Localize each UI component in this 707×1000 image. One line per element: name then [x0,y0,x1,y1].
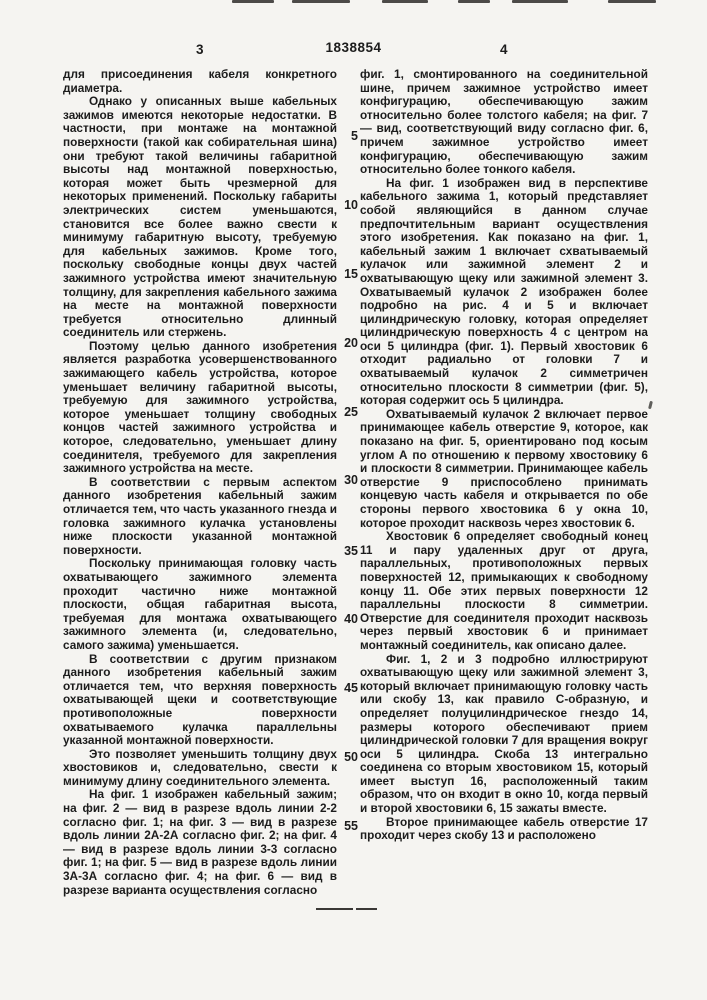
line-number: 35 [344,544,358,558]
line-number: 10 [344,198,358,212]
line-number: 50 [344,750,358,764]
line-number: 15 [344,267,358,281]
paragraph: В соответствии с другим признаком данного изобретения кабельный зажим отличается тем, что верхняя поверхность охватывающей щеки и соответствующие противоположные поверхности охватываемого кулачка параллельны указанной монтажной поверхности. [63,651,337,748]
column-number-right: 4 [500,42,509,57]
paragraph: Это позволяет уменьшить толщину двух хвостовиков и, следовательно, свести к минимуму длину соединительного элемента. [63,746,337,788]
paragraph: Поэтому целью данного изобретения является разработка усовершенствованного зажимающего кабель устройства, которое уменьшает величину габаритной высоты, требуемую для зажимного устройства, которое уменьшает толщину свободных концов частей зажимного устройства и которое, следовательно, уменьшает длину соединителя, требуемого для закрепления зажимного устройства на месте. [63,338,337,476]
line-number: 55 [344,819,358,833]
paragraph: фиг. 1, смонтированного на соединительной шине, причем зажимное устройство имеет конфигурацию, обеспечивающую зажим относительно более толстого кабеля; на фиг. 7 — вид, соответствующий виду согласно фиг. 6, причем зажимное устройство имеет конфигурацию, обеспечивающую зажим относительно более тонкого кабеля. [360,67,648,177]
patent-number: 1838854 [325,40,382,55]
line-number: 30 [344,473,358,487]
column-number-left: 3 [196,42,205,57]
line-number: 25 [344,405,358,419]
continuation-underline-right-column [356,908,377,910]
scan-artifact-top-edge [458,0,490,3]
paragraph: Поскольку принимающая головку часть охватывающего зажимного элемента проходит частично ниже монтажной плоскости, общая габаритная высота, требуемая для монтажа охватывающего зажимного элемента (и, следовательно, самого зажима) уменьшается. [63,556,337,652]
continuation-underline-left-column [316,908,353,910]
line-number: 40 [344,612,358,626]
paragraph: Охватываемый кулачок 2 включает первое принимающее кабель отверстие 9, которое, как показано на фиг. 5, ориентировано под косым углом А по отношению к первому хвостовику 6 и плоскости 8 симметрии. Принимающее кабель отверстие 9 приспособлено принимать концевую часть кабеля и открывается по обе стороны первого хвостовика 6 у окна 10, которое проходит насквозь через хвостовик 6. [360,406,648,530]
paragraph: Второе принимающее кабель отверстие 17 проходит через скобу 13 и расположено [360,814,648,843]
line-number: 45 [344,681,358,695]
line-number: 20 [344,336,358,350]
left-text-column [63,68,337,897]
ink-speck [648,401,653,409]
paragraph: Фиг. 1, 2 и 3 подробно иллюстрируют охватывающую щеку или зажимной элемент 3, который включает принимающую головку часть или скобу 13, как правило С-образную, и определяет полуцилиндрическое гнездо 14, размеры которого обеспечивают прием цилиндрической головки 7 для вращения вокруг оси 5 цилиндра. Скоба 13 интегрально соединена со вторым хвостовиком 15, который имеет выступ 16, расположенный таким образом, что он входит в окно 10, когда первый и второй хвостовики 6, 15 зажаты вместе. [360,651,648,816]
paragraph: Однако у описанных выше кабельных зажимов имеются некоторые недостатки. В частности, при монтаже на монтажной поверхности (такой как собирательная шина) они требуют такой величины габаритной высоты над монтажной поверхностью, которая может быть чрезмерной для некоторых применений. Поскольку габариты электрических систем уменьшаются, становится все более важно свести к минимуму габаритную высоту, требуемую для кабельных зажимов. Кроме того, поскольку свободные концы двух частей зажимного устройства имеют значительную толщину, для закрепления кабельного зажима на месте на монтажной поверхности требуется относительно длинный соединитель или стержень. [63,94,337,340]
right-text-column [360,68,648,843]
paragraph: В соответствии с первым аспектом данного изобретения кабельный зажим отличается тем, что часть указанного гнезда и головка зажимного кулачка установлены ниже плоскости указанной монтажной поверхности. [63,474,337,557]
line-number: 5 [351,129,358,143]
paragraph: На фиг. 1 изображен кабельный зажим; на фиг. 2 — вид в разрезе вдоль линии 2-2 согласно фиг. 1; на фиг. 3 — вид в разрезе вдоль линии 2А-2А согласно фиг. 2; на фиг. 4 — вид в разрезе вдоль линии 3-3 согласно фиг. 1; на фиг. 5 — вид в разрезе вдоль линии 3А-3А согласно фиг. 4; на фиг. 6 — вид в разрезе варианта осуществления согласно [63,787,337,897]
scan-artifact-top-edge [232,0,274,3]
paragraph: Хвостовик 6 определяет свободный конец 11 и пару удаленных друг от друга, параллельных, противоположных первых поверхностей 12, примыкающих к свободному концу 11. Обе этих первых поверхности 12 параллельны плоскости 8 симметрии. Отверстие для соединителя проходит насквозь через первый хвостовик 6 и принимает монтажный соединитель, как описано далее. [360,529,648,652]
line-number-gutter [330,0,358,1000]
paragraph: для присоединения кабеля конкретного диаметра. [63,67,337,95]
scan-artifact-top-edge [512,0,568,3]
scan-artifact-top-edge [608,0,656,3]
paragraph: На фиг. 1 изображен вид в перспективе кабельного зажима 1, который представляет собой являющийся в данном случае предпочтительным вариант осуществления этого изобретения. Как показано на фиг. 1, кабельный зажим 1 включает схватываемый кулачок или зажимной элемент 2 и охватывающую щеку или зажимной элемент 3. Охватываемый кулачок 2 изображен более подробно на рис. 4 и 5 и включает цилиндрическую головку, которая определяет цилиндрическую поверхность 4 с центром на оси 5 цилиндра (фиг. 1). Первый хвостовик 6 отходит радиально от головки 7 и охватываемый кулачок 2 симметричен относительно плоскости 8 симметрии (фиг. 5), которая содержит ось 5 цилиндра. [360,175,648,408]
scan-artifact-top-edge [382,0,428,3]
